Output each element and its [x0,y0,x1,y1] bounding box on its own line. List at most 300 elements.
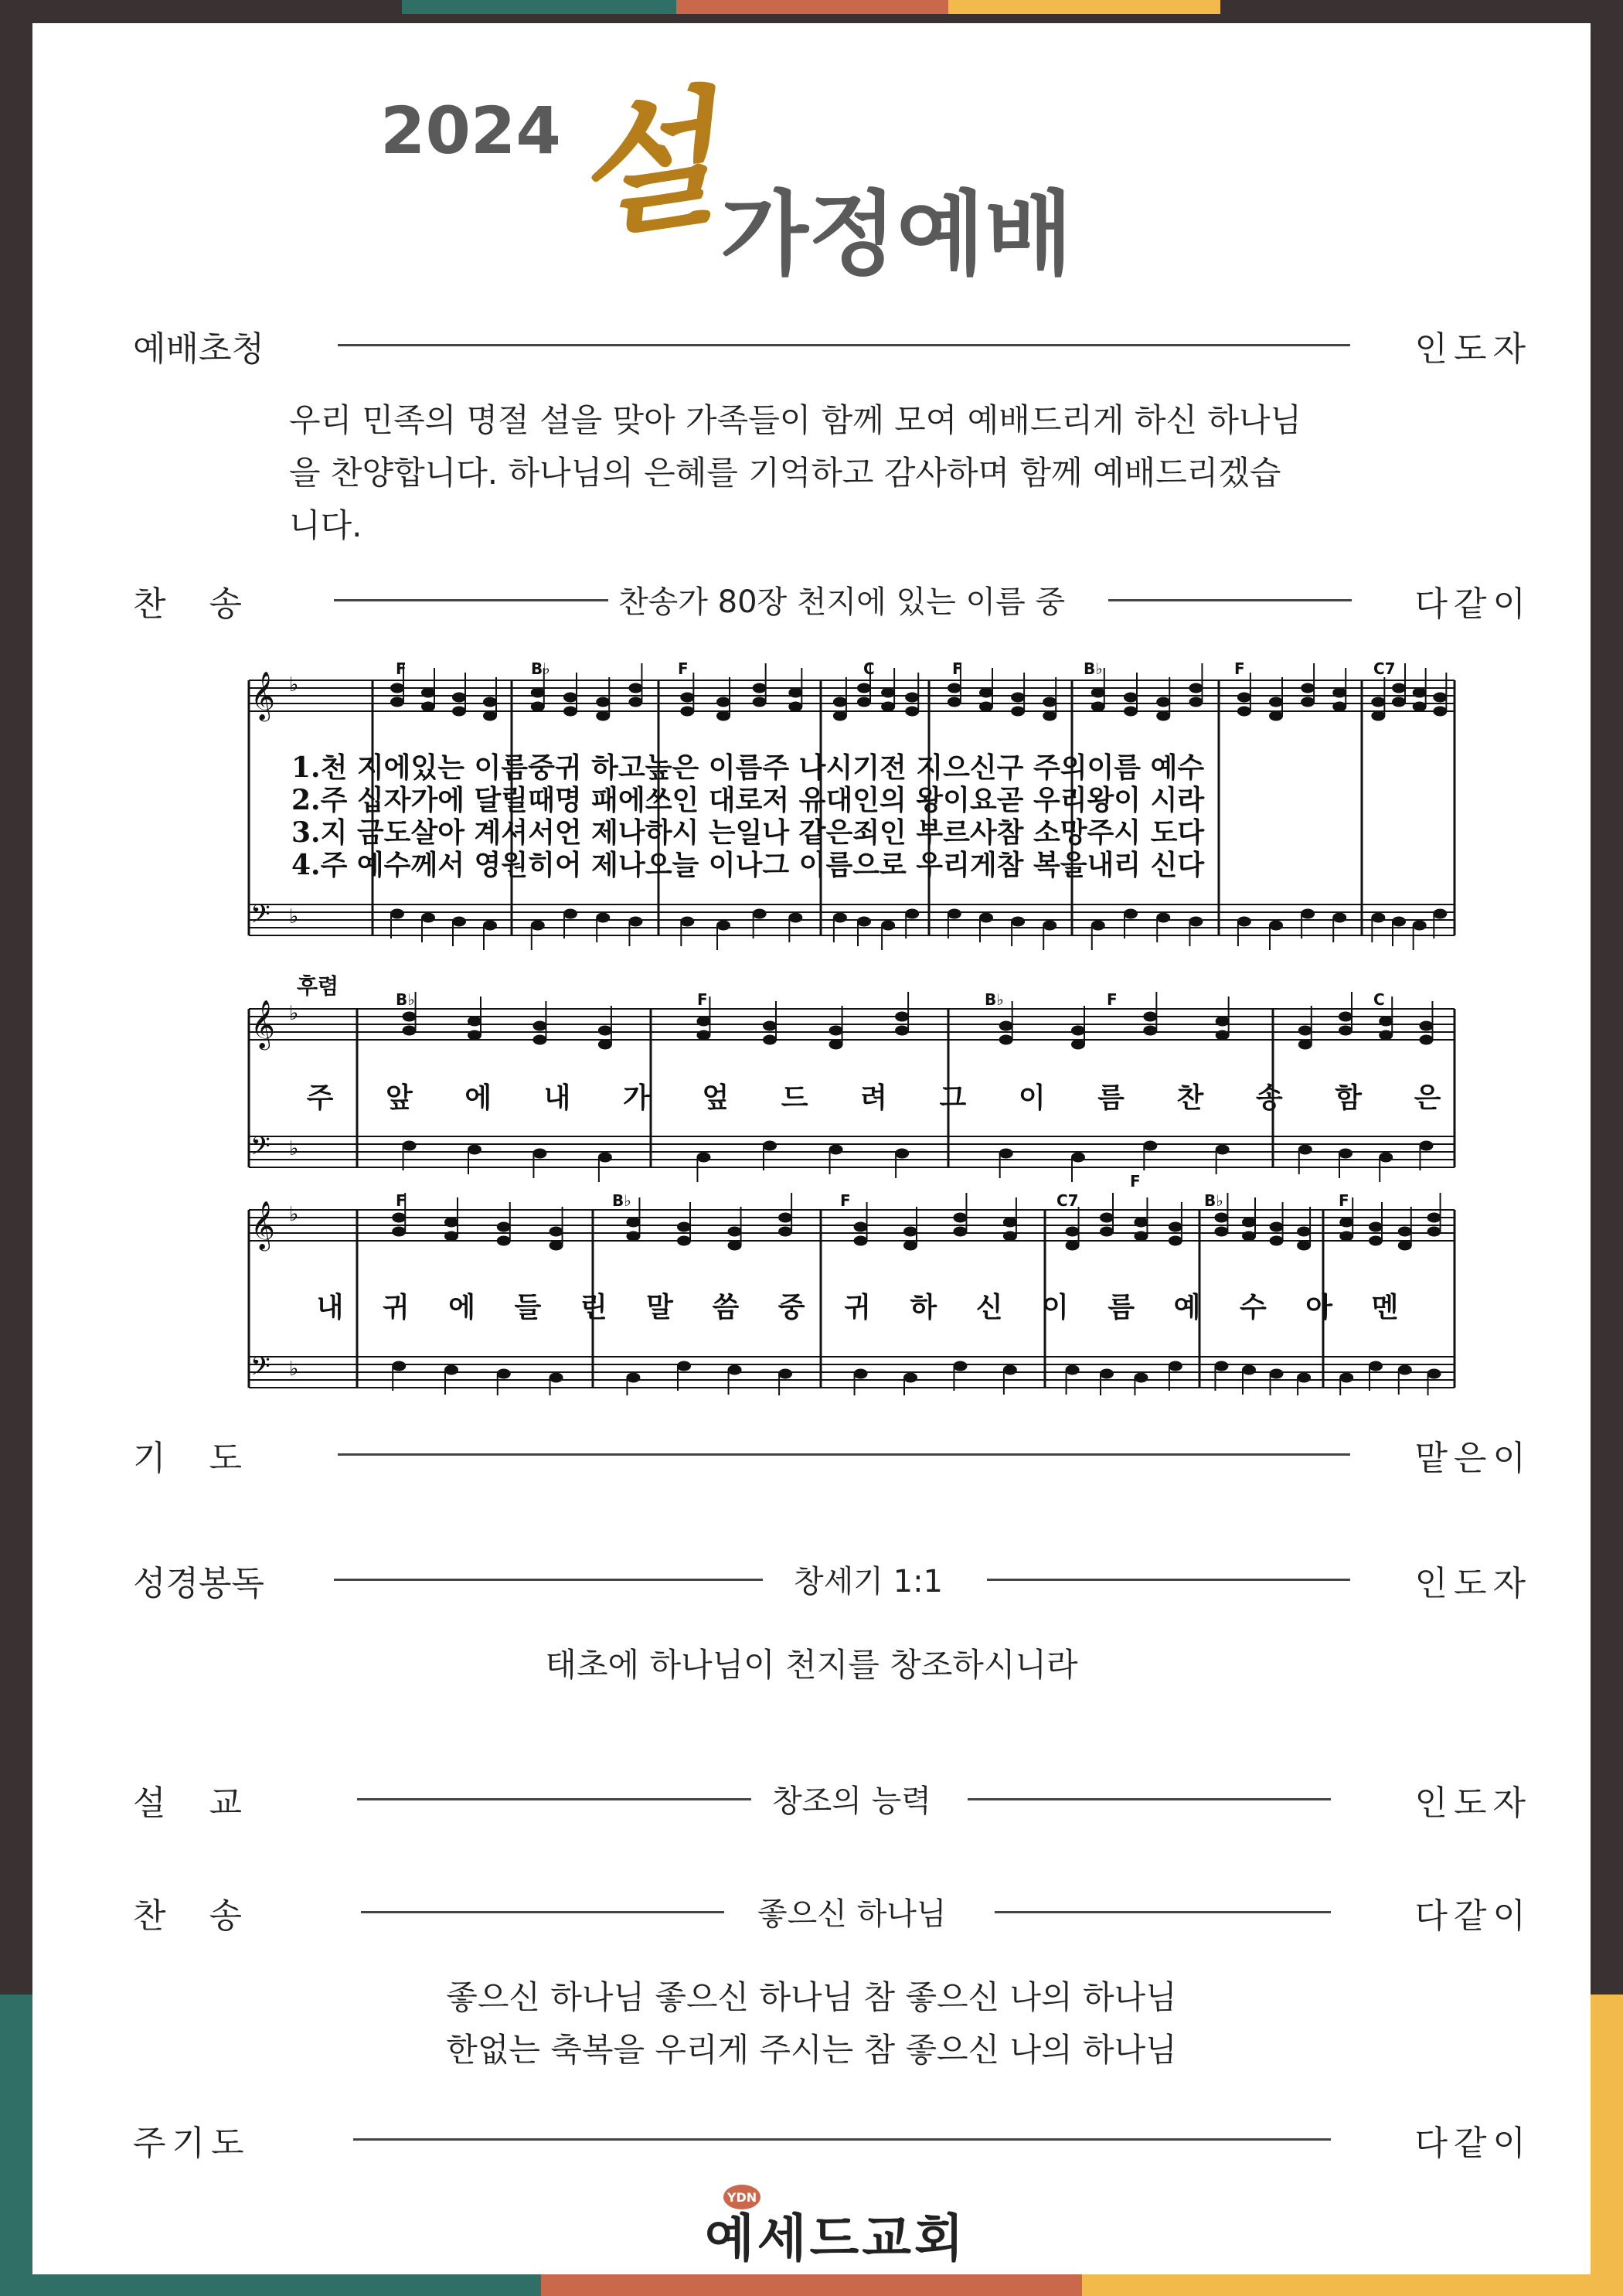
lyric-syllable: 에 [448,1291,476,1323]
note-head [1124,693,1138,703]
note-head [1301,909,1315,919]
frame-bar-gold-bottom [1082,2274,1623,2296]
hymn2-title: 좋으신 하나님 [757,1896,947,1932]
note-head [953,1213,967,1223]
note-head [1091,688,1105,698]
chord-label: B♭ [612,1191,631,1210]
note-head [1371,711,1385,721]
frame-bar-gold-top [948,0,1220,14]
frame-bar-coral-top [676,0,948,14]
note-head [628,683,642,693]
note-head [881,688,895,698]
note-head [1419,1035,1433,1045]
note-head [1237,707,1251,717]
note-head [1427,1369,1441,1379]
note-head [763,1141,777,1151]
lyric-syllable: 멘 [1371,1291,1399,1323]
note-head [1379,1153,1393,1163]
chord-label: F [697,990,708,1009]
note-head [778,1213,792,1223]
title-subtitle: 가정예배 [720,181,1073,288]
church-logo [666,2188,991,2268]
lyric-syllable: 예 [1173,1291,1201,1323]
note-head [1413,921,1427,931]
note-head [1339,1149,1352,1159]
note-head [829,1026,843,1036]
note-head [532,1021,546,1031]
lyric-syllable: 엎 [702,1082,730,1114]
refrain-label: 후렴 [297,973,339,999]
bass-clef-icon: 𝄢 [250,1132,270,1167]
note-head [628,917,642,927]
note-head [1339,1218,1353,1228]
note-head [1270,1369,1284,1379]
verse-line: 1.천 지에있는 이름중귀 하고높은 이름주 나시기전 지으신구 주의이름 예수 [291,751,1205,784]
note-head [596,711,610,721]
chord-label: F [396,659,407,678]
note-head [1332,702,1346,712]
dash-line [334,1579,763,1581]
note-head [1301,697,1315,707]
order-label: 설 교 [133,1783,242,1823]
note-head [948,697,961,707]
lyric-syllable: 름 [1097,1082,1125,1114]
note-head [953,1361,967,1371]
note-head [979,702,993,712]
order-sermon [133,1775,1532,1829]
note-head [895,1149,909,1159]
chord-label: F [1339,1191,1349,1210]
note-head [550,1241,563,1251]
note-head [677,1236,691,1246]
order-role: 다같이 [1414,584,1532,624]
note-head [1269,697,1283,707]
note-head [680,693,694,703]
note-head [563,909,577,919]
chords-row1 [396,659,1396,678]
note-head [1237,693,1251,703]
note-head [1269,921,1283,931]
note-head [1143,1012,1157,1022]
note-head [1134,1231,1148,1242]
note-head [854,1236,868,1246]
lyric-syllable: 드 [781,1082,808,1114]
note-head [1298,1040,1312,1050]
note-head [421,913,435,923]
note-head [550,1227,563,1237]
note-head [1003,1218,1017,1228]
note-head [728,1365,742,1375]
note-head [1189,697,1203,707]
note-head [1379,1030,1393,1041]
note-head [1214,1361,1228,1371]
note-head [392,1227,406,1237]
note-head [596,697,610,707]
note-head [1071,1153,1085,1163]
note-head [905,707,919,717]
note-head [1339,1012,1352,1022]
note-head [753,683,767,693]
note-head [778,1369,792,1379]
note-head [716,921,730,931]
note-head [1143,1141,1157,1151]
note-head [1011,693,1025,703]
note-head [1169,1361,1182,1371]
note-head [1189,917,1203,927]
note-head [1301,683,1315,693]
verse-lyrics [291,751,1205,881]
note-head [483,711,497,721]
note-head [999,1035,1013,1045]
order-lords-prayer [133,2115,1532,2169]
note-head [895,1026,909,1036]
note-head [1433,909,1447,919]
dash-line [334,599,608,601]
order-role: 맡은이 [1414,1439,1532,1478]
flat-icon: ♭ [289,673,299,697]
lyric-syllable: 내 [543,1082,571,1114]
note-head [563,707,577,717]
invocation-text: 우리 민족의 명절 설을 맞아 가족들이 함께 모여 예배드리게 하신 하나님 을 찬양합니다. 하나님의 은혜를 기억하고 감사하며 함께 예배드리겠습 니다. [289,401,1302,544]
church-name: 예세드교회 [705,2209,967,2268]
note-head [1156,913,1170,923]
frame-bar-coral-bottom [541,2274,1082,2296]
note-head [833,697,847,707]
note-head [1066,1227,1080,1237]
note-head [1043,697,1056,707]
note-head [497,1369,511,1379]
note-head [1156,697,1170,707]
lyric-syllable: 들 [514,1291,542,1323]
dash-line [968,1798,1331,1800]
dash-line [995,1911,1331,1913]
note-head [716,697,730,707]
note-head [1169,1236,1182,1246]
note-head [1297,1227,1311,1237]
chord-label: B♭ [396,990,415,1009]
note-head [444,1231,458,1242]
note-head [1419,1021,1433,1031]
lyric-syllable: 름 [1108,1291,1135,1323]
verse-line: 4.주 예수께서 영원히어 제나오늘 이나그 이름으로 우리게참 복을내리 신다 [291,849,1205,881]
note-head [1003,1365,1017,1375]
note-head [1100,1227,1114,1237]
title-seol: 설 [562,70,727,261]
note-head [1339,1026,1352,1036]
chord-label: B♭ [985,990,1004,1009]
dash-line [357,1798,751,1800]
note-head [1269,711,1283,721]
order-role: 다같이 [1414,2124,1532,2163]
note-head [999,1021,1013,1031]
lyric-syllable: 귀 [382,1291,410,1323]
note-head [1216,1017,1230,1027]
note-head [696,1017,710,1027]
note-head [1427,1213,1441,1223]
note-head [1242,1365,1256,1375]
note-head [596,913,610,923]
note-head [1242,1218,1256,1228]
order-label: 주기도 [133,2124,250,2163]
lyric-syllable: 씀 [712,1291,740,1323]
lyric-syllable: 내 [316,1291,344,1323]
order-label: 기 도 [133,1439,242,1478]
lyric-syllable: 앞 [385,1082,413,1114]
sermon-title: 창조의 능력 [772,1783,931,1819]
dash-line [987,1579,1350,1581]
chord-label: C7 [1056,1191,1079,1210]
note-head [1270,1222,1284,1232]
note-head [833,711,847,721]
lyric-syllable: 신 [975,1291,1003,1323]
note-head [696,1030,710,1041]
note-head [483,921,497,931]
chord-label: F [1107,990,1118,1009]
note-head [1214,1227,1228,1237]
note-head [1339,1231,1353,1242]
lyric-syllable: 에 [464,1082,492,1114]
note-head [1371,913,1385,923]
note-head [497,1236,511,1246]
note-head [788,688,802,698]
refrain-lyrics [307,1082,1441,1114]
note-head [626,1231,640,1242]
note-head [1371,697,1385,707]
note-head [421,688,435,698]
note-head [1413,688,1427,698]
note-head [1043,921,1056,931]
chord-label: F [396,1191,407,1210]
note-head [532,1149,546,1159]
note-head [1379,1017,1393,1027]
note-head [903,1227,917,1237]
note-head [953,1227,967,1237]
note-head [1332,913,1346,923]
note-head [483,697,497,707]
lyric-syllable: 귀 [844,1291,871,1323]
bass-clef-icon: 𝄢 [250,900,270,935]
chord-label: F [1130,1172,1141,1191]
note-head [903,1373,917,1383]
note-head [1156,711,1170,721]
note-head [881,702,895,712]
note-head [1419,1141,1433,1151]
note-head [1413,702,1427,712]
note-head [1270,1236,1284,1246]
note-head [763,1035,777,1045]
note-head [403,1141,417,1151]
note-head [788,702,802,712]
title-year: 2024 [380,93,561,169]
chords-row2 [396,990,1385,1009]
dash-line [1108,599,1352,601]
order-label: 찬 송 [133,1896,242,1936]
note-head [1369,1222,1383,1232]
lyric-syllable: 려 [860,1082,887,1114]
note-head [948,909,961,919]
chord-label: B♭ [1204,1191,1223,1210]
scripture-reference: 창세기 1:1 [794,1564,944,1599]
note-head [1169,1222,1182,1232]
note-head [680,707,694,717]
note-head [403,1026,417,1036]
lyric-syllable: 찬 [1176,1082,1204,1114]
note-head [531,921,545,931]
lyric-syllable: 이 [1018,1082,1046,1114]
church-badge-text: YDN [726,2190,757,2205]
note-head [1011,707,1025,717]
chord-label: B♭ [1084,659,1103,678]
verse-line: 3.지 금도살아 계셔서언 제나하시 는일나 같은죄인 부르사참 소망주시 도다 [291,816,1205,849]
note-head [1298,1026,1312,1036]
dash-line [361,1911,724,1913]
note-head [1091,702,1105,712]
chord-label: F [840,1191,851,1210]
note-head [452,917,466,927]
flat-icon: ♭ [289,1358,299,1381]
note-head [1216,1145,1230,1155]
note-head [1134,1373,1148,1383]
flat-icon: ♭ [289,1002,299,1025]
note-head [979,688,993,698]
note-head [1433,693,1447,703]
note-head [468,1030,481,1041]
note-head [979,913,993,923]
note-head [1134,1218,1148,1228]
note-head [626,1218,640,1228]
note-head [1124,909,1138,919]
dash-line [353,2138,1331,2141]
note-head [1124,707,1138,717]
note-head [1043,711,1056,721]
lyric-syllable: 린 [580,1291,607,1323]
note-head [1369,1361,1383,1371]
flat-icon: ♭ [289,1137,299,1160]
note-head [854,1222,868,1232]
lyric-syllable: 가 [623,1082,650,1114]
chord-label: B♭ [531,659,550,678]
note-head [452,707,466,717]
note-head [1369,1236,1383,1246]
order-scripture [133,1555,1532,1610]
note-head [1066,1365,1080,1375]
order-label: 예배초청 [133,329,265,369]
note-head [677,1222,691,1232]
frame-bar-teal-bottom [0,2274,541,2296]
note-head [1392,917,1406,927]
order-label: 성경봉독 [133,1564,265,1603]
note-head [1003,1231,1017,1242]
worship-sheet [32,23,1591,2274]
order-label: 찬 송 [133,584,242,624]
note-head [829,1145,843,1155]
order-prayer [133,1430,1532,1484]
note-head [857,697,871,707]
frame-bar-gold-right [1591,1995,1623,2296]
chord-label: F [1234,659,1245,678]
note-head [598,1153,612,1163]
chord-label: C7 [1373,659,1396,678]
order-hymn2 [133,1888,1532,1942]
scripture-text: 태초에 하나님이 천지를 창조하시니라 [545,1646,1078,1684]
note-head [1297,1373,1311,1383]
note-head [1214,1213,1228,1223]
note-head [829,1040,843,1050]
note-head [390,697,404,707]
lyric-syllable: 중 [777,1291,805,1323]
chord-label: F [952,659,963,678]
order-hymn1 [133,576,1532,630]
note-head [390,683,404,693]
note-head [1297,1241,1311,1251]
note-head [881,921,895,931]
note-head [753,697,767,707]
order-invocation [133,321,1532,375]
note-head [778,1227,792,1237]
note-head [598,1026,612,1036]
note-head [1100,1213,1114,1223]
note-head [1392,683,1406,693]
note-head [763,1021,777,1031]
chord-label: C [1373,990,1385,1009]
note-head [1427,1227,1441,1237]
note-head [390,909,404,919]
treble-clef-icon: 𝄞 [250,1000,275,1048]
note-head [1332,688,1346,698]
lyric-syllable: 하 [910,1291,937,1323]
note-head [1143,1026,1157,1036]
note-head [444,1218,458,1228]
lyric-syllable: 이 [1042,1291,1069,1323]
lyric-syllable: 수 [1239,1291,1267,1323]
note-head [1237,917,1251,927]
treble-clef-icon: 𝄞 [250,671,275,720]
note-head [895,1012,909,1022]
hymn1-title: 찬송가 80장 천지에 있는 이름 중 [618,584,1066,620]
order-role: 인도자 [1414,329,1532,369]
chord-label: C [863,659,875,678]
note-head [716,711,730,721]
final-lyrics [317,1291,1399,1323]
note-head [903,1241,917,1251]
note-head [696,1153,710,1163]
order-role: 인도자 [1414,1564,1532,1603]
flat-icon: ♭ [289,905,299,928]
note-head [1398,1227,1412,1237]
lyric-syllable: 말 [646,1291,673,1323]
note-head [854,1369,868,1379]
note-head [531,702,545,712]
note-head [563,693,577,703]
note-head [1339,1373,1353,1383]
verse-line: 2.주 십자가에 달릴때명 패에쓰인 대로저 유대인의 왕이요곧 우리왕이 시라 [291,784,1205,816]
lyric-syllable: 그 [939,1082,967,1114]
note-head [677,1361,691,1371]
note-head [1100,1369,1114,1379]
hymn2-lyrics: 좋으신 하나님 좋으신 하나님 참 좋으신 나의 하나님 한없는 축복을 우리게 주시는 참 좋으신 나의 하나님 [446,1978,1177,2069]
note-head [1392,697,1406,707]
note-head [392,1361,406,1371]
note-head [728,1241,742,1251]
dash-line [338,1453,1350,1456]
order-role: 다같이 [1414,1896,1532,1936]
note-head [421,702,435,712]
note-head [833,913,847,923]
treble-clef-icon: 𝄞 [250,1201,275,1249]
note-head [1091,921,1105,931]
note-head [905,909,919,919]
note-head [468,1145,481,1155]
